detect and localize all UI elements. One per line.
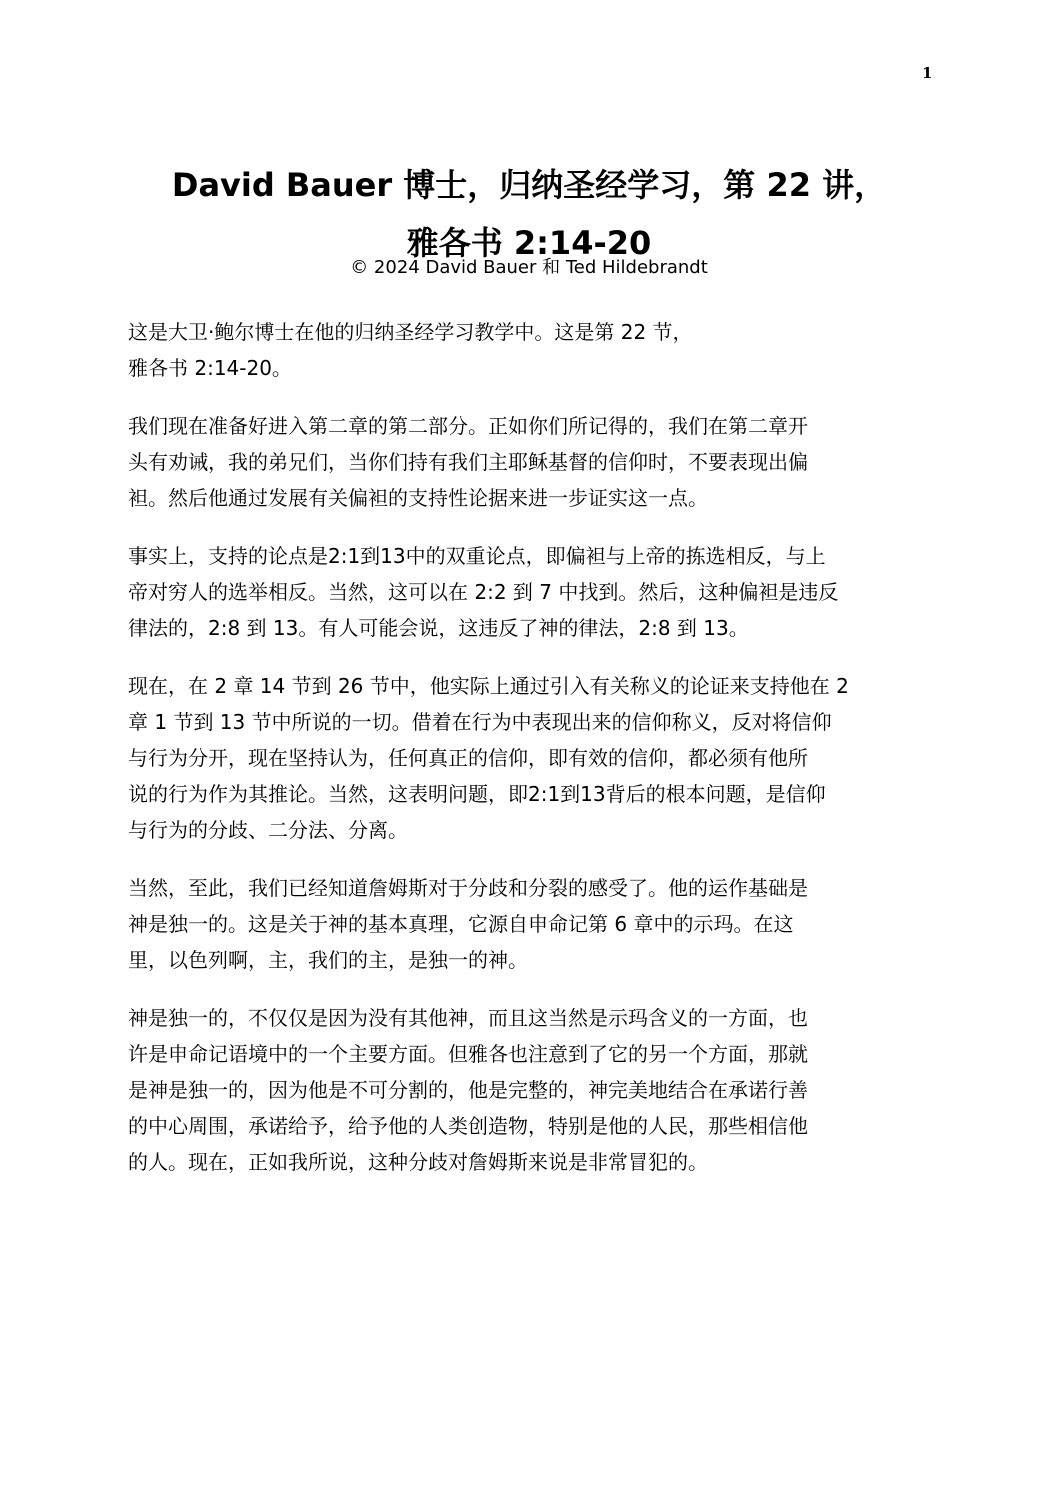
- text-line: 我们现在准备好进入第二章的第二部分。正如你们所记得的，我们在第二章开: [128, 414, 808, 438]
- text-line: 雅各书 2:14-20。: [128, 356, 292, 380]
- text-line: 是神是独一的，因为他是不可分割的，他是完整的，神完美地结合在承诺行善: [128, 1078, 808, 1102]
- text-line: 章 1 节到 13 节中所说的一切。借着在行为中表现出来的信仰称义，反对将信仰: [128, 710, 832, 734]
- text-line: 的中心周围，承诺给予，给予他的人类创造物，特别是他的人民，那些相信他: [128, 1114, 808, 1138]
- text-line: 许是申命记语境中的一个主要方面。但雅各也注意到了它的另一个方面，那就: [128, 1042, 808, 1066]
- paragraph: [128, 538, 928, 646]
- text-line: 的人。现在，正如我所说，这种分歧对詹姆斯来说是非常冒犯的。: [128, 1150, 708, 1174]
- copyright-notice: © 2024 David Bauer 和 Ted Hildebrandt: [350, 257, 708, 278]
- text-line: 与行为分开，现在坚持认为，任何真正的信仰，即有效的信仰，都必须有他所: [128, 746, 808, 770]
- text-line: 帝对穷人的选举相反。当然，这可以在 2:2 到 7 中找到。然后，这种偏袒是违反: [128, 580, 839, 604]
- text-line: 现在，在 2 章 14 节到 26 节中，他实际上通过引入有关称义的论证来支持他在 2: [128, 674, 849, 698]
- transcript-body: [128, 314, 928, 1202]
- page-title-line-2: 雅各书 2:14-20: [406, 224, 652, 263]
- text-line: 神是独一的。这是关于神的基本真理，它源自申命记第 6 章中的示玛。在这: [128, 912, 794, 936]
- text-line: 律法的，2:8 到 13。有人可能会说，这违反了神的律法，2:8 到 13。: [128, 616, 749, 640]
- page-number: 1: [922, 64, 933, 82]
- paragraph: [128, 1000, 928, 1180]
- text-line: 里，以色列啊，主，我们的主，是独一的神。: [128, 948, 528, 972]
- text-line: 当然，至此，我们已经知道詹姆斯对于分歧和分裂的感受了。他的运作基础是: [128, 876, 808, 900]
- text-line: 这是大卫·鲍尔博士在他的归纳圣经学习教学中。这是第 22 节，: [128, 320, 693, 344]
- text-line: 袒。然后他通过发展有关偏袒的支持性论据来进一步证实这一点。: [128, 486, 708, 510]
- paragraph: [128, 314, 928, 386]
- paragraph: [128, 870, 928, 978]
- text-line: 与行为的分歧、二分法、分离。: [128, 818, 408, 842]
- text-line: 事实上，支持的论点是2:1到13中的双重论点，即偏袒与上帝的拣选相反，与上: [128, 544, 826, 568]
- text-line: 说的行为作为其推论。当然，这表明问题，即2:1到13背后的根本问题，是信仰: [128, 782, 826, 806]
- text-line: 神是独一的，不仅仅是因为没有其他神，而且这当然是示玛含义的一方面，也: [128, 1006, 808, 1030]
- paragraph: [128, 668, 928, 848]
- page-title-line-1: David Bauer 博士，归纳圣经学习，第 22 讲，: [171, 166, 887, 205]
- paragraph: [128, 408, 928, 516]
- text-line: 头有劝诫，我的弟兄们，当你们持有我们主耶稣基督的信仰时，不要表现出偏: [128, 450, 808, 474]
